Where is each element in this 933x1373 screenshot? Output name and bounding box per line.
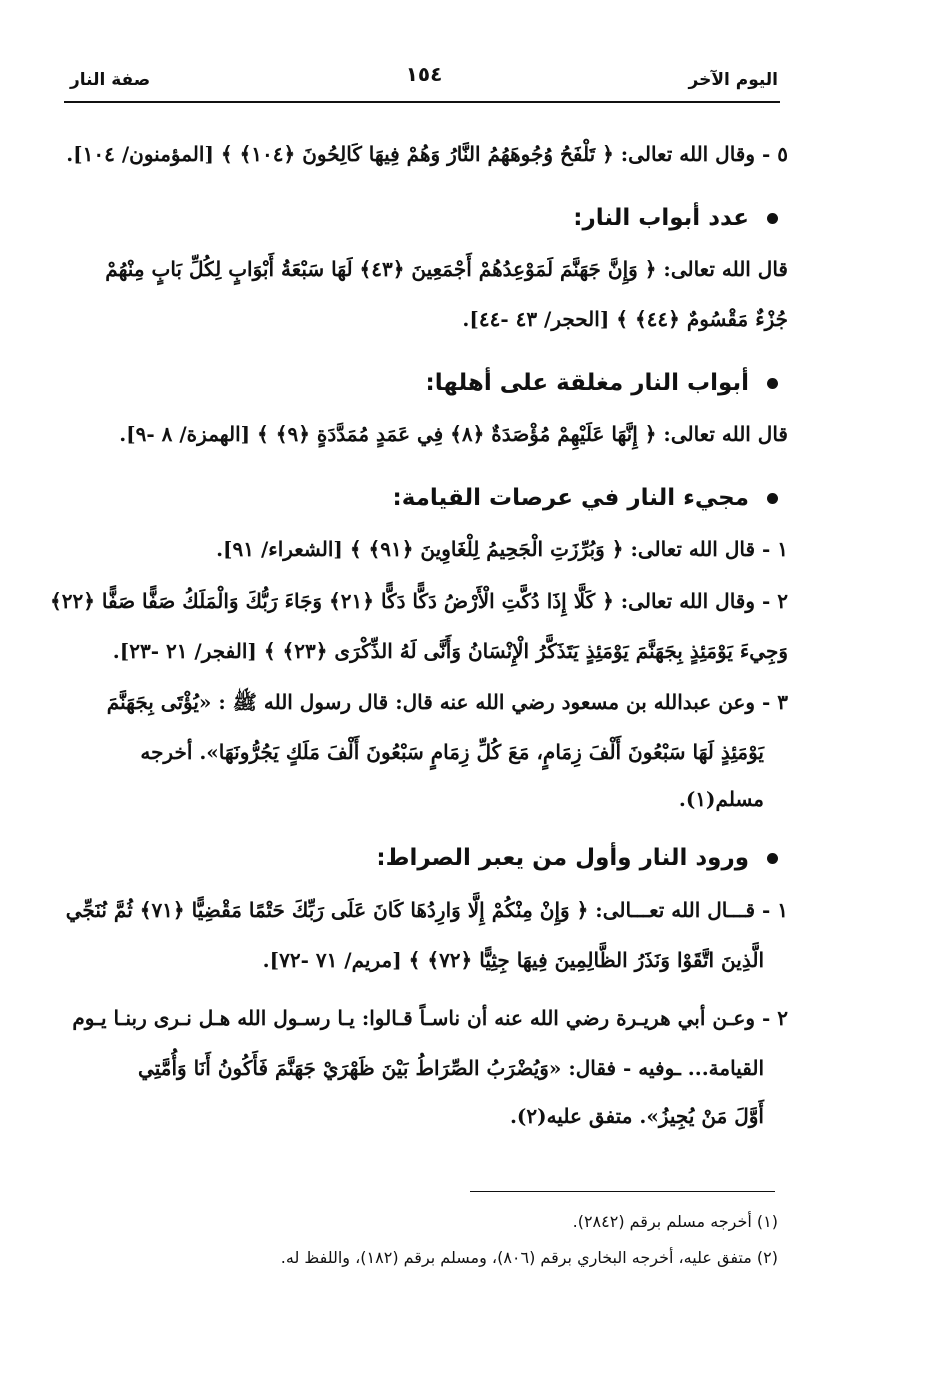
- header-rule: [64, 101, 780, 103]
- text-line: وَجِيءَ يَوْمَئِذٍ بِجَهَنَّمَ يَوْمَئِذٍ يَتَذَكَّرُ الْإِنْسَانُ وَأَنَّى لَهُ الذِّكْرَى ﴿٢٣﴾ ﴾ [الفجر/ ٢١ -٢٣].: [112, 639, 788, 663]
- heading-text: عدد أبواب النار:: [573, 205, 749, 231]
- text-line: ٥ - وقال الله تعالى: ﴿ تَلْفَحُ وُجُوهَهُمُ النَّارُ وَهُمْ فِيهَا كَالِحُونَ ﴿١٠٤﴾ ﴾ [المؤمنون/ ١٠٤].: [66, 142, 788, 166]
- header-book-section: اليوم الآخر: [688, 70, 778, 90]
- heading-text: أبواب النار مغلقة على أهلها:: [425, 370, 749, 396]
- heading-text: مجيء النار في عرصات القيامة:: [392, 485, 749, 511]
- text-line: ٢ - وعـن أبي هريـرة رضي الله عنه أن ناسـاً قـالوا: يـا رسـول الله هـل نـرى ربنـا يـوم: [72, 1006, 788, 1030]
- text-line: ١ - قـــال الله تعـــالى: ﴿ وَإِنْ مِنْكُمْ إِلَّا وَارِدُهَا كَانَ عَلَى رَبِّكَ حَتْمًا مَقْضِيًّا ﴿٧١﴾ ثُمَّ نُنَجِّي: [65, 898, 788, 922]
- text-line: ٢ - وقال الله تعالى: ﴿ كَلَّا إِذَا دُكَّتِ الْأَرْضُ دَكًّا دَكًّا ﴿٢١﴾ وَجَاءَ رَبُّكَ وَالْمَلَكُ صَفًّا صَفًّا ﴿٢٢﴾: [50, 589, 788, 613]
- running-header: [70, 62, 778, 98]
- text-line: ١ - قال الله تعالى: ﴿ وَبُرِّزَتِ الْجَحِيمُ لِلْغَاوِينَ ﴿٩١﴾ ﴾ [الشعراء/ ٩١].: [216, 537, 788, 561]
- text-line: ٣ - وعن عبدالله بن مسعود رضي الله عنه قال: قال رسول الله ﷺ : «يُؤْتَى بِجَهَنَّمَ: [106, 690, 788, 714]
- text-line: الَّذِينَ اتَّقَوْا وَنَذَرُ الظَّالِمِينَ فِيهَا جِثِيًّا ﴿٧٢﴾ ﴾ [مريم/ ٧١ -٧٢].: [262, 948, 764, 972]
- bullet-icon: [767, 213, 778, 224]
- bullet-icon: [767, 853, 778, 864]
- text-line: يَوْمَئِذٍ لَهَا سَبْعُونَ أَلْفَ زِمَامٍ، مَعَ كُلِّ زِمَامٍ سَبْعُونَ أَلْفَ مَلَكٍ يَجُرُّونَهَا». أخرجه: [140, 740, 764, 764]
- section-heading: [573, 205, 778, 231]
- header-chapter-title: صفة النار: [70, 70, 151, 90]
- section-heading: [426, 370, 778, 396]
- text-line: قال الله تعالى: ﴿ إِنَّهَا عَلَيْهِمْ مُؤْصَدَةٌ ﴿٨﴾ فِي عَمَدٍ مُمَدَّدَةٍ ﴿٩﴾ ﴾ [الهمزة/ ٨ -٩].: [119, 422, 788, 446]
- section-heading: [376, 845, 778, 871]
- bullet-icon: [767, 493, 778, 504]
- text-line: أَوَّلَ مَنْ يُجِيزُ». متفق عليه(٢).: [509, 1104, 764, 1128]
- text-line: مسلم(١).: [678, 787, 764, 811]
- heading-text: ورود النار وأول من يعبر الصراط:: [376, 845, 749, 871]
- text-line: القيامة... ـوفيه - فقال: «وَيُضْرَبُ الصِّرَاطُ بَيْنَ ظَهْرَيْ جَهَنَّمَ فَأَكُونُ أَنَا وَأُمَّتِي: [138, 1056, 764, 1080]
- text-line: قال الله تعالى: ﴿ وَإِنَّ جَهَنَّمَ لَمَوْعِدُهُمْ أَجْمَعِينَ ﴿٤٣﴾ لَهَا سَبْعَةُ أَبْوَابٍ لِكُلِّ بَابٍ مِنْهُمْ: [105, 257, 788, 281]
- footnote-separator: [470, 1191, 775, 1192]
- bullet-icon: [767, 378, 778, 389]
- footnote: (١) أخرجه مسلم برقم (٢٨٤٢).: [572, 1212, 778, 1231]
- section-heading: [393, 485, 778, 511]
- text-line: جُزْءٌ مَقْسُومٌ ﴿٤٤﴾ ﴾ [الحجر/ ٤٣ -٤٤].: [462, 307, 788, 331]
- page-number: ١٥٤: [405, 62, 443, 86]
- footnote: (٢) متفق عليه، أخرجه البخاري برقم (٨٠٦)، ومسلم برقم (١٨٢)، واللفظ له.: [280, 1248, 778, 1267]
